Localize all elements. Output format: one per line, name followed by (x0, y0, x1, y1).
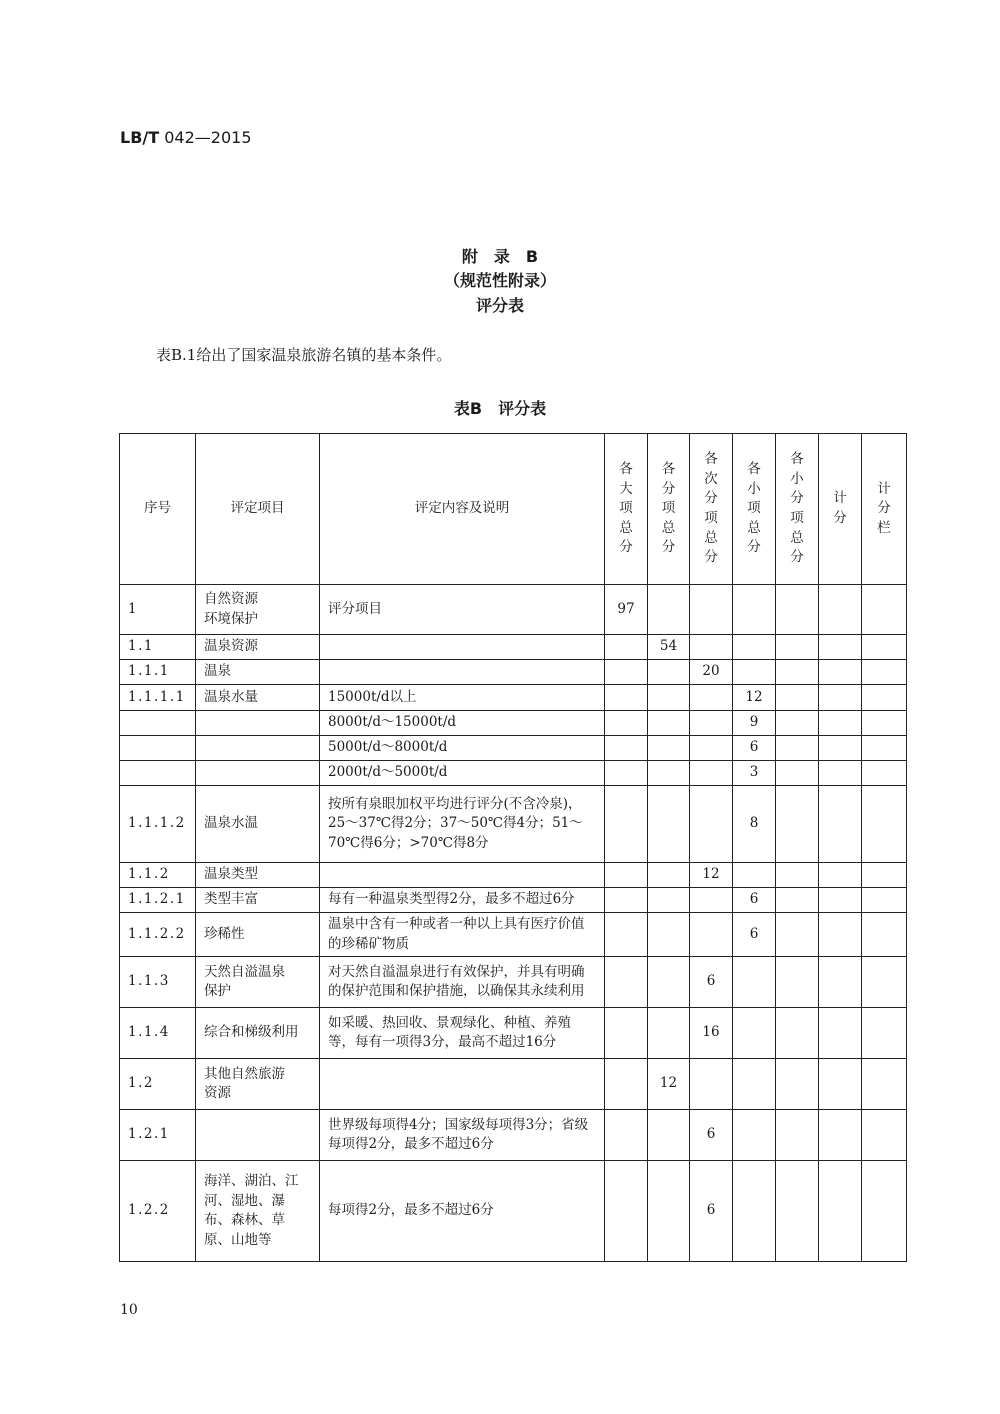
table-row (120, 786, 907, 863)
small-sub-cell (776, 1008, 819, 1059)
seq-cell: 1.2 (120, 1059, 196, 1110)
score-column-cell (862, 913, 907, 957)
small-sub-cell (776, 1161, 819, 1262)
score-column-cell (862, 888, 907, 913)
score-cell (819, 1008, 862, 1059)
header-char: 项 (661, 500, 676, 517)
score-cell (819, 660, 862, 685)
header-char: 分 (704, 490, 718, 507)
small-sub-cell (776, 863, 819, 888)
header-char: 小 (747, 480, 761, 497)
small-sub-cell (776, 888, 819, 913)
table-row (120, 1008, 907, 1059)
minor-cell (733, 1110, 776, 1161)
score-column-cell (862, 1110, 907, 1161)
content-cell: 15000t/d以上 (320, 685, 605, 711)
secondary-cell (690, 761, 733, 786)
minor-cell: 12 (733, 685, 776, 711)
header-char: 分 (833, 510, 847, 526)
minor-cell: 6 (733, 913, 776, 957)
score-column-cell (862, 711, 907, 736)
content-cell: 对天然自溢温泉进行有效保护，并具有明确的保护范围和保护措施，以确保其永续利用 (320, 957, 605, 1008)
sub-cell (648, 761, 690, 786)
score-cell (819, 1059, 862, 1110)
page-number: 10 (120, 1302, 138, 1318)
major-cell: 97 (605, 585, 648, 635)
header-char: 各 (747, 461, 761, 478)
col-content: 评定内容及说明 (320, 434, 605, 585)
secondary-cell (690, 635, 733, 660)
header-char: 分 (877, 500, 891, 517)
score-cell (819, 957, 862, 1008)
secondary-cell: 6 (690, 1110, 733, 1161)
score-cell (819, 761, 862, 786)
content-cell (320, 635, 605, 660)
sub-cell (648, 957, 690, 1008)
item-cell: 温泉水量 (196, 685, 320, 711)
minor-cell (733, 1161, 776, 1262)
intro-paragraph: 表B.1给出了国家温泉旅游名镇的基本条件。 (156, 346, 452, 364)
score-column-cell (862, 957, 907, 1008)
seq-cell: 1.1.2 (120, 863, 196, 888)
header-char: 分 (747, 539, 761, 556)
sub-cell (648, 913, 690, 957)
seq-cell: 1.1.2.2 (120, 913, 196, 957)
small-sub-cell (776, 1110, 819, 1161)
header-char: 分 (661, 539, 676, 556)
secondary-cell (690, 913, 733, 957)
small-sub-cell (776, 957, 819, 1008)
seq-cell: 1.1.2.1 (120, 888, 196, 913)
header-char: 总 (704, 529, 718, 546)
sub-cell (648, 711, 690, 736)
item-cell: 海洋、湖泊、江河、湿地、瀑布、森林、草原、山地等 (196, 1161, 320, 1262)
seq-cell: 1.1.3 (120, 957, 196, 1008)
content-cell: 5000t/d～8000t/d (320, 736, 605, 761)
minor-cell: 8 (733, 786, 776, 863)
seq-cell: 1.2.2 (120, 1161, 196, 1262)
major-cell (605, 1008, 648, 1059)
secondary-cell: 12 (690, 863, 733, 888)
item-cell: 天然自溢温泉 保护 (196, 957, 320, 1008)
col-seq: 序号 (120, 434, 196, 585)
content-cell: 温泉中含有一种或者一种以上具有医疗价值的珍稀矿物质 (320, 913, 605, 957)
content-cell: 每项得2分，最多不超过6分 (320, 1161, 605, 1262)
minor-cell (733, 957, 776, 1008)
score-cell (819, 685, 862, 711)
minor-cell (733, 660, 776, 685)
content-cell: 如采暖、热回收、景观绿化、种植、养殖等，每有一项得3分，最高不超过16分 (320, 1008, 605, 1059)
table-row (120, 585, 907, 635)
score-column-cell (862, 786, 907, 863)
sub-cell (648, 863, 690, 888)
secondary-cell (690, 1059, 733, 1110)
table-row (120, 736, 907, 761)
minor-cell: 9 (733, 711, 776, 736)
table-row (120, 761, 907, 786)
item-cell (196, 761, 320, 786)
score-column-cell (862, 1008, 907, 1059)
header-char: 项 (790, 510, 804, 526)
header-char: 项 (747, 500, 761, 517)
header-char: 各 (661, 461, 676, 478)
content-cell: 8000t/d～15000t/d (320, 711, 605, 736)
content-cell: 按所有泉眼加权平均进行评分(不含冷泉)，25～37℃得2分；37～50℃得4分；51～70℃得6分；>70℃得8分 (320, 786, 605, 863)
col-item: 评定项目 (196, 434, 320, 585)
header-char: 小 (790, 470, 804, 487)
score-cell (819, 736, 862, 761)
seq-cell: 1.1.1 (120, 660, 196, 685)
header-char: 计 (877, 480, 891, 497)
sub-cell (648, 1161, 690, 1262)
header-char: 分 (704, 549, 718, 566)
sub-cell (648, 660, 690, 685)
appendix-subtitle: （规范性附录） (443, 271, 556, 290)
table-row (120, 888, 907, 913)
table-row (120, 1110, 907, 1161)
seq-cell (120, 761, 196, 786)
item-cell (196, 711, 320, 736)
major-cell (605, 888, 648, 913)
small-sub-cell (776, 761, 819, 786)
sub-cell (648, 786, 690, 863)
secondary-cell (690, 711, 733, 736)
item-cell: 其他自然旅游 资源 (196, 1059, 320, 1110)
major-cell (605, 660, 648, 685)
table-row (120, 660, 907, 685)
header-row (120, 434, 907, 585)
seq-cell: 1 (120, 585, 196, 635)
secondary-cell: 6 (690, 1161, 733, 1262)
score-cell (819, 786, 862, 863)
item-cell: 温泉资源 (196, 635, 320, 660)
secondary-cell: 6 (690, 957, 733, 1008)
table-row (120, 863, 907, 888)
col-score-column (862, 434, 907, 585)
item-cell: 温泉水温 (196, 786, 320, 863)
secondary-cell (690, 888, 733, 913)
major-cell (605, 711, 648, 736)
table-title: 表B 评分表 (453, 399, 547, 418)
content-cell: 评分项目 (320, 585, 605, 635)
sub-cell (648, 1008, 690, 1059)
header-char: 分 (619, 539, 633, 556)
header-char: 项 (704, 510, 718, 526)
item-cell (196, 736, 320, 761)
item-cell: 类型丰富 (196, 888, 320, 913)
score-table (119, 433, 907, 1262)
header-char: 项 (619, 500, 633, 517)
score-column-cell (862, 1059, 907, 1110)
sub-cell (648, 888, 690, 913)
seq-cell: 1.1 (120, 635, 196, 660)
sub-cell (648, 685, 690, 711)
major-cell (605, 863, 648, 888)
small-sub-cell (776, 1059, 819, 1110)
small-sub-cell (776, 736, 819, 761)
small-sub-cell (776, 913, 819, 957)
item-cell: 珍稀性 (196, 913, 320, 957)
content-cell: 世界级每项得4分；国家级每项得3分；省级每项得2分，最多不超过6分 (320, 1110, 605, 1161)
table-row (120, 685, 907, 711)
header-char: 大 (619, 480, 633, 497)
secondary-cell (690, 685, 733, 711)
header-char: 总 (619, 519, 633, 536)
small-sub-cell (776, 635, 819, 660)
content-cell (320, 1059, 605, 1110)
small-sub-cell (776, 711, 819, 736)
table-row (120, 635, 907, 660)
seq-cell: 1.1.1.1 (120, 685, 196, 711)
major-cell (605, 913, 648, 957)
score-column-cell (862, 635, 907, 660)
code-prefix: LB/T (120, 128, 160, 147)
score-column-cell (862, 761, 907, 786)
header-char: 各 (704, 451, 718, 468)
small-sub-cell (776, 786, 819, 863)
table-row (120, 711, 907, 736)
col-small-sub-total (776, 434, 819, 585)
score-cell (819, 1110, 862, 1161)
sub-cell: 12 (648, 1059, 690, 1110)
item-cell: 温泉 (196, 660, 320, 685)
header-char: 栏 (877, 519, 891, 536)
item-cell: 自然资源 环境保护 (196, 585, 320, 635)
seq-cell (120, 711, 196, 736)
header-char: 分 (790, 490, 804, 507)
score-column-cell (862, 685, 907, 711)
sub-cell (648, 1110, 690, 1161)
minor-cell (733, 1059, 776, 1110)
major-cell (605, 761, 648, 786)
score-cell (819, 913, 862, 957)
score-column-cell (862, 1161, 907, 1262)
minor-cell (733, 585, 776, 635)
seq-cell: 1.2.1 (120, 1110, 196, 1161)
table-row (120, 1059, 907, 1110)
minor-cell: 3 (733, 761, 776, 786)
major-cell (605, 685, 648, 711)
header-char: 各 (619, 461, 633, 478)
sub-cell (648, 736, 690, 761)
col-secondary-total (690, 434, 733, 585)
item-cell (196, 1110, 320, 1161)
col-major-total (605, 434, 648, 585)
content-cell (320, 863, 605, 888)
minor-cell: 6 (733, 888, 776, 913)
table-body (120, 585, 907, 1262)
table-row (120, 1161, 907, 1262)
col-score (819, 434, 862, 585)
secondary-cell (690, 736, 733, 761)
appendix-title: 附 录 B (461, 247, 539, 266)
col-sub-total (648, 434, 690, 585)
secondary-cell (690, 786, 733, 863)
content-cell (320, 660, 605, 685)
score-column-cell (862, 660, 907, 685)
sub-cell (648, 585, 690, 635)
header-char: 分 (790, 549, 804, 566)
major-cell (605, 1059, 648, 1110)
score-cell (819, 635, 862, 660)
small-sub-cell (776, 685, 819, 711)
minor-cell: 6 (733, 736, 776, 761)
table-row (120, 913, 907, 957)
score-column-cell (862, 736, 907, 761)
header-char: 次 (704, 470, 718, 487)
major-cell (605, 786, 648, 863)
score-cell (819, 888, 862, 913)
header-char: 各 (790, 451, 804, 468)
item-cell: 综合和梯级利用 (196, 1008, 320, 1059)
document-code (120, 128, 252, 147)
header-char: 分 (661, 480, 676, 497)
minor-cell (733, 863, 776, 888)
score-column-cell (862, 585, 907, 635)
score-cell (819, 1161, 862, 1262)
major-cell (605, 957, 648, 1008)
col-minor-total (733, 434, 776, 585)
minor-cell (733, 635, 776, 660)
item-cell: 温泉类型 (196, 863, 320, 888)
seq-cell: 1.1.1.2 (120, 786, 196, 863)
minor-cell (733, 1008, 776, 1059)
score-column-cell (862, 863, 907, 888)
code-number: 042—2015 (159, 128, 252, 147)
content-cell: 2000t/d～5000t/d (320, 761, 605, 786)
score-cell (819, 863, 862, 888)
major-cell (605, 635, 648, 660)
appendix-name: 评分表 (475, 296, 524, 315)
small-sub-cell (776, 660, 819, 685)
header-char: 计 (833, 490, 847, 507)
small-sub-cell (776, 585, 819, 635)
score-cell (819, 585, 862, 635)
seq-cell: 1.1.4 (120, 1008, 196, 1059)
secondary-cell: 16 (690, 1008, 733, 1059)
table-row (120, 957, 907, 1008)
header-char: 总 (747, 519, 761, 536)
header-char: 总 (790, 529, 804, 546)
sub-cell: 54 (648, 635, 690, 660)
secondary-cell (690, 585, 733, 635)
major-cell (605, 736, 648, 761)
header-char: 总 (661, 519, 676, 536)
score-cell (819, 711, 862, 736)
major-cell (605, 1110, 648, 1161)
major-cell (605, 1161, 648, 1262)
seq-cell (120, 736, 196, 761)
content-cell: 每有一种温泉类型得2分，最多不超过6分 (320, 888, 605, 913)
secondary-cell: 20 (690, 660, 733, 685)
